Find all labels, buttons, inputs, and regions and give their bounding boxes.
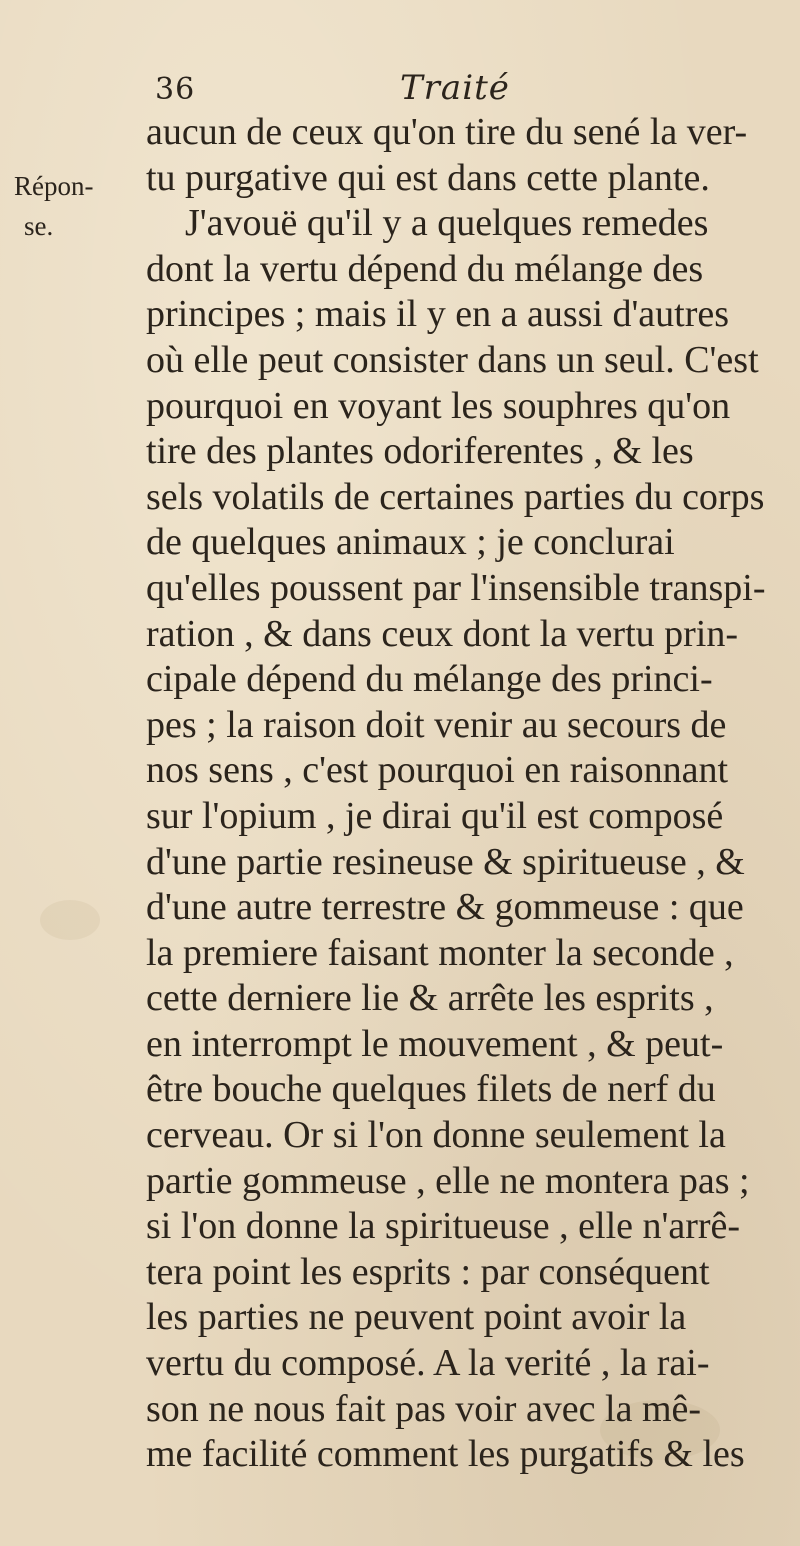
page-number: 36 xyxy=(155,72,196,107)
text-line: partie gommeuse , elle ne montera pas ; xyxy=(146,1159,750,1202)
text-line: où elle peut consister dans un seul. C'est xyxy=(146,338,759,381)
running-title: Traité xyxy=(400,68,510,108)
text-line: la premiere faisant monter la seconde , xyxy=(146,931,734,974)
text-line: tu purgative qui est dans cette plante. xyxy=(146,156,710,199)
margin-note-line: se. xyxy=(24,211,54,241)
text-line: être bouche quelques filets de nerf du xyxy=(146,1068,716,1111)
text-line: pes ; la raison doit venir au secours de xyxy=(146,703,727,746)
text-line: principes ; mais il y en a aussi d'autres xyxy=(146,293,730,336)
text-line: de quelques animaux ; je conclurai xyxy=(146,521,675,564)
margin-note-line: Répon- xyxy=(14,171,94,201)
text-line: tire des plantes odoriferentes , & les xyxy=(146,430,694,473)
text-line: d'une partie resineuse & spiritueuse , & xyxy=(146,840,745,883)
text-line: si l'on donne la spiritueuse , elle n'arrê- xyxy=(146,1205,741,1248)
page-header xyxy=(155,66,715,116)
text-line: ration , & dans ceux dont la vertu prin- xyxy=(146,612,739,655)
text-line: vertu du composé. A la verité , la rai- xyxy=(146,1342,710,1385)
text-line: aucun de ceux qu'on tire du sené la ver- xyxy=(146,111,748,153)
text-line: tera point les esprits : par conséquent xyxy=(146,1250,710,1293)
text-line: me facilité comment les purgatifs & les xyxy=(146,1433,745,1476)
paper-stain xyxy=(40,900,100,940)
text-line: cette derniere lie & arrête les esprits , xyxy=(146,977,714,1020)
text-line: cerveau. Or si l'on donne seulement la xyxy=(146,1114,726,1157)
text-line: son ne nous fait pas voir avec la mê- xyxy=(146,1387,702,1430)
text-line: d'une autre terrestre & gommeuse : que xyxy=(146,886,744,929)
text-line: nos sens , c'est pourquoi en raisonnant xyxy=(146,749,729,792)
text-line: dont la vertu dépend du mélange des xyxy=(146,247,704,290)
text-line: qu'elles poussent par l'insensible transpi- xyxy=(146,566,766,609)
text-line: sur l'opium , je dirai qu'il est composé xyxy=(146,794,724,837)
text-line: sels volatils de certaines parties du corps xyxy=(146,475,765,518)
text-line: cipale dépend du mélange des princi- xyxy=(146,658,713,701)
text-line: les parties ne peuvent point avoir la xyxy=(146,1296,687,1339)
margin-note xyxy=(14,166,94,246)
text-line: pourquoi en voyant les souphres qu'on xyxy=(146,384,731,427)
body-text xyxy=(132,110,772,1478)
text-line: J'avouë qu'il y a quelques remedes xyxy=(185,202,709,245)
text-line: en interrompt le mouvement , & peut- xyxy=(146,1022,724,1065)
